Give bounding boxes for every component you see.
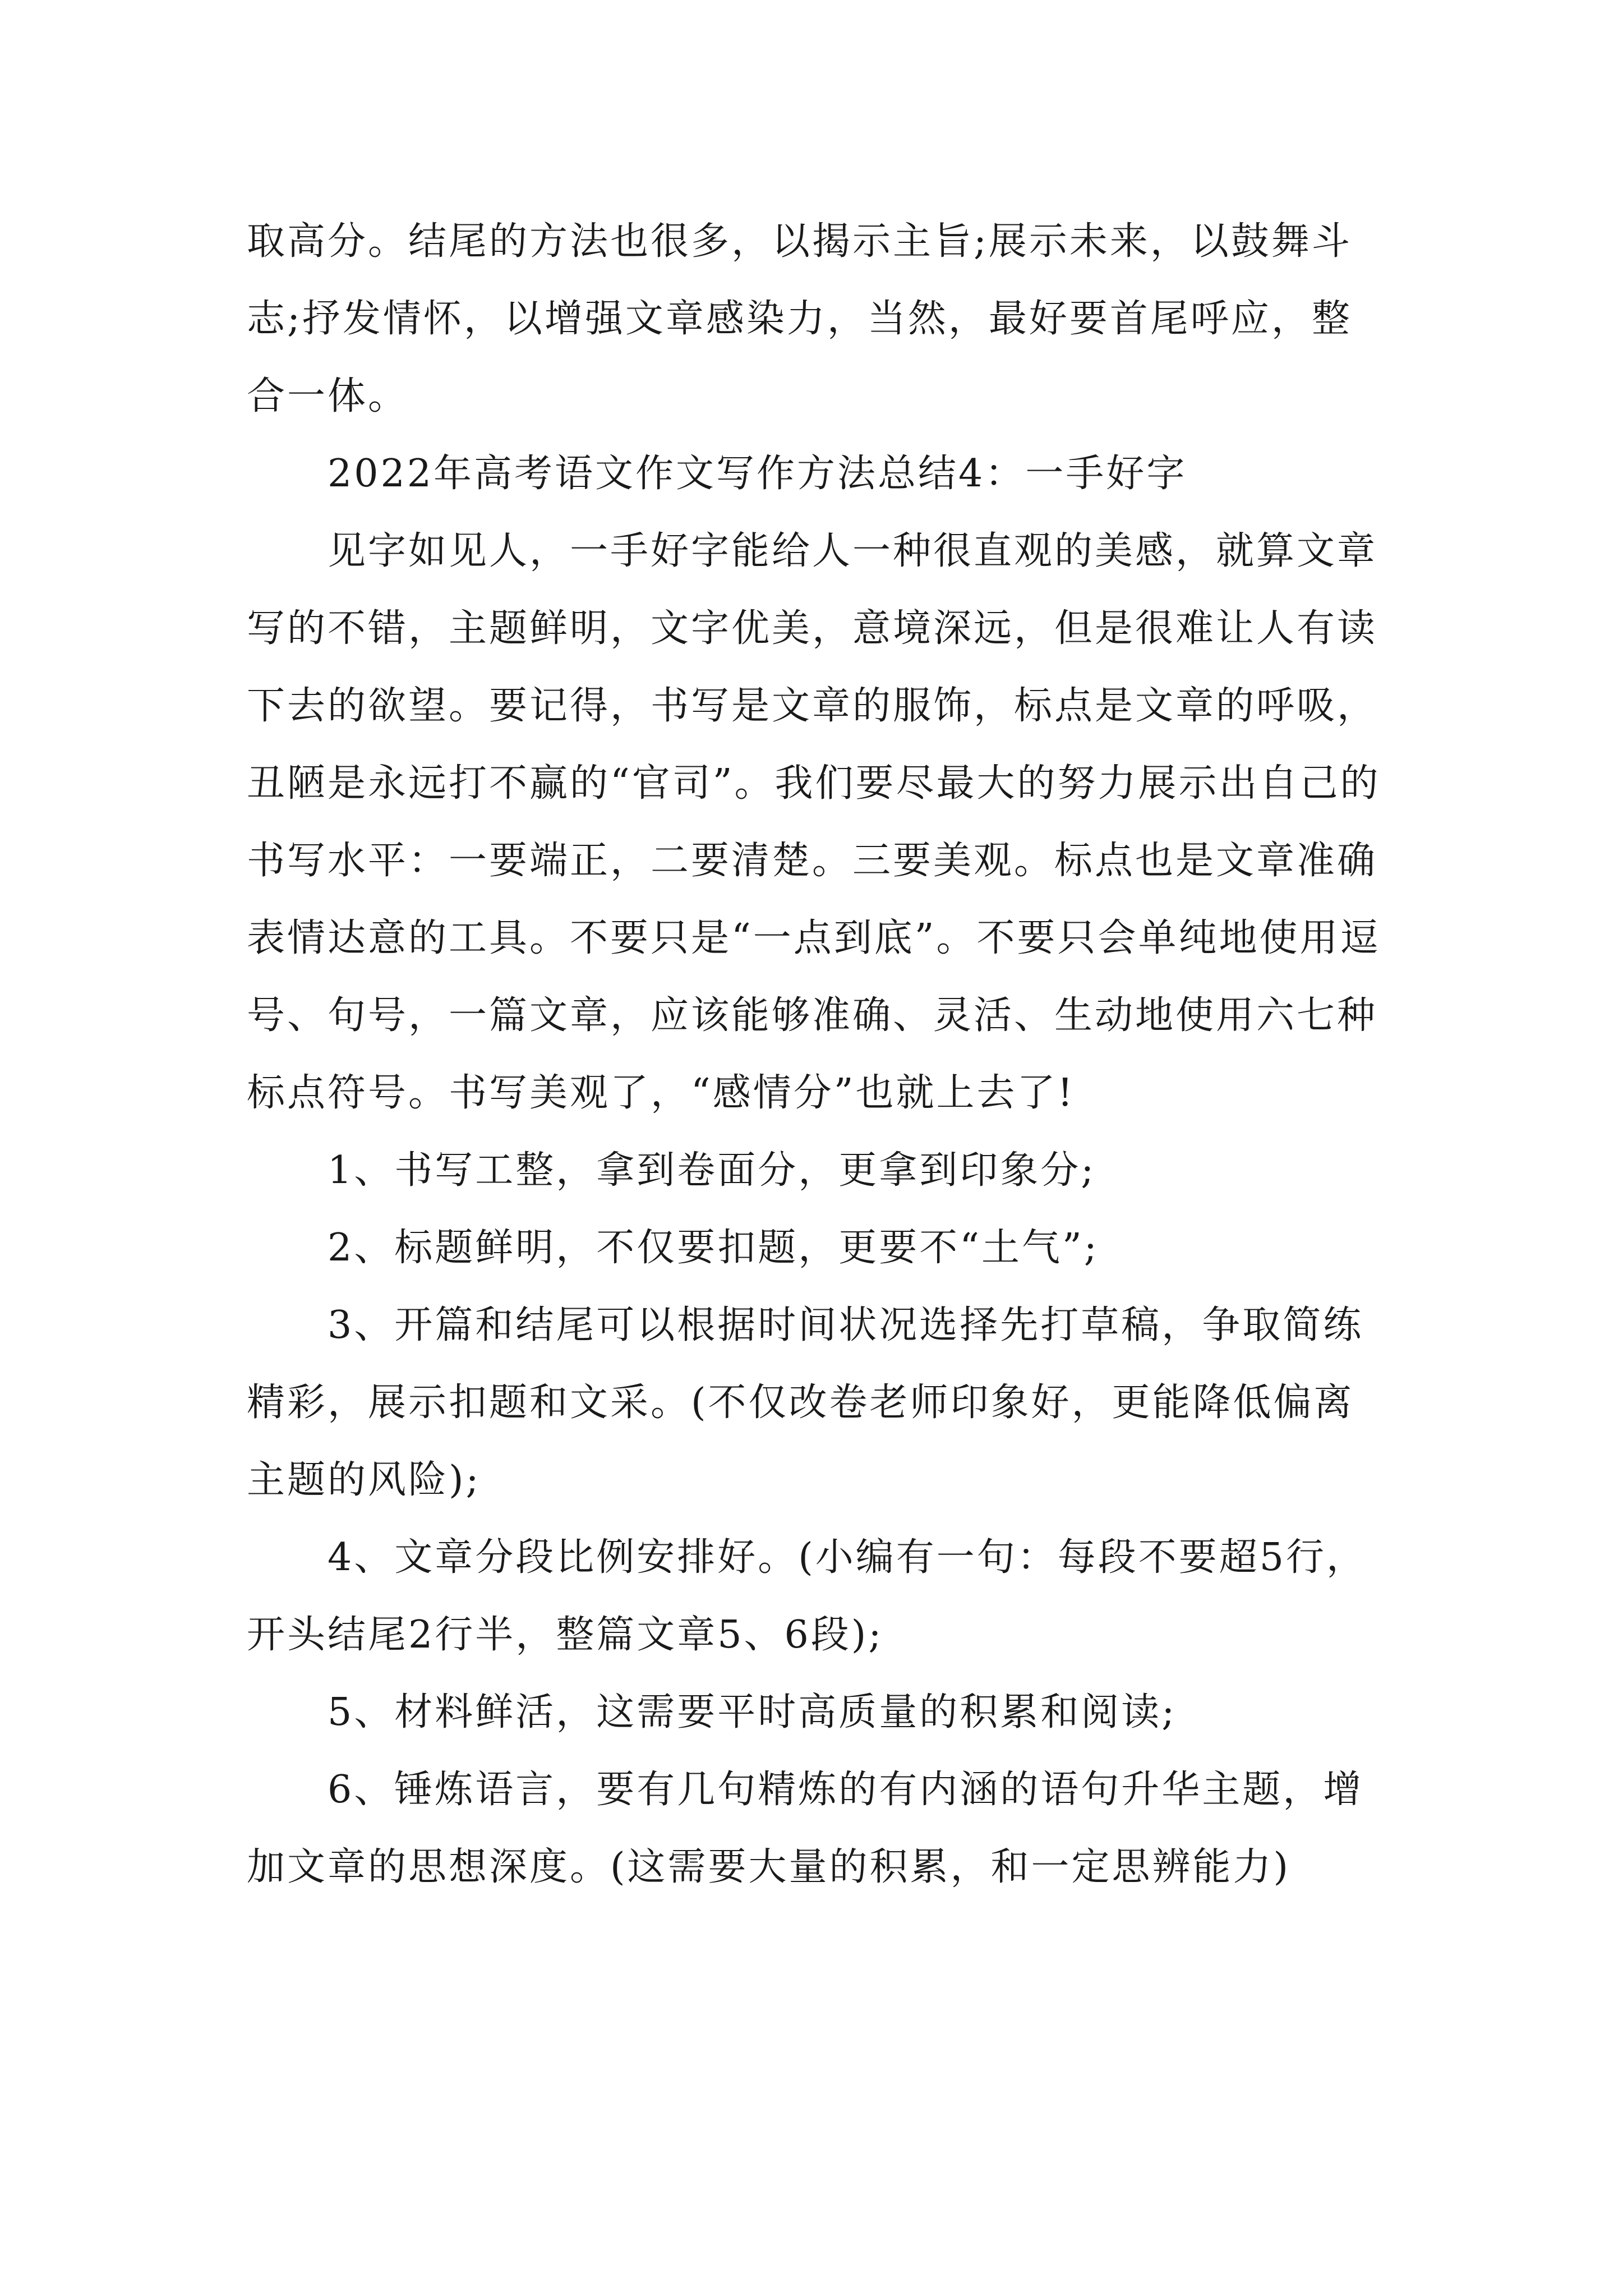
list-item-6: 6、锤炼语言，要有几句精炼的有内涵的语句升华主题，增加文章的思想深度。(这需要大量的积累，和一定思辨能力) <box>247 1768 1364 1889</box>
paragraph-conclusion-methods: 取高分。结尾的方法也很多，以揭示主旨;展示未来，以鼓舞斗志;抒发情怀，以增强文章感染力，当然，最好要首尾呼应，整合一体。 <box>247 219 1352 418</box>
list-item-4: 4、文章分段比例安排好。(小编有一句：每段不要超5行，开头结尾2行半，整篇文章5、6段); <box>247 1535 1367 1657</box>
document-body <box>247 203 1391 1906</box>
section-heading: 2022年高考语文作文写作方法总结4：一手好字 <box>328 452 1187 496</box>
list-item-5: 5、材料鲜活，这需要平时高质量的积累和阅读; <box>328 1690 1177 1734</box>
list-item-2: 2、标题鲜明，不仅要扣题，更要不“土气”; <box>328 1226 1099 1270</box>
list-item-3: 3、开篇和结尾可以根据时间状况选择先打草稿，争取简练精彩，展示扣题和文采。(不仅改卷老师印象好，更能降低偏离主题的风险); <box>247 1303 1364 1502</box>
paragraph-handwriting: 见字如见人，一手好字能给人一种很直观的美感，就算文章写的不错，主题鲜明，文字优美，意境深远，但是很难让人有读下去的欲望。要记得，书写是文章的服饰，标点是文章的呼吸，丑陋是永远打不赢的“官司”。我们要尽最大的努力展示出自己的书写水平：一要端正，二要清楚。三要美观。标点也是文章准确表情达意的工具。不要只是“一点到底”。不要只会单纯地使用逗号、句号，一篇文章，应该能够准确、灵活、生动地使用六七种标点符号。书写美观了，“感情分”也就上去了! <box>247 529 1381 1115</box>
list-item-1: 1、书写工整，拿到卷面分，更拿到印象分; <box>328 1148 1096 1193</box>
